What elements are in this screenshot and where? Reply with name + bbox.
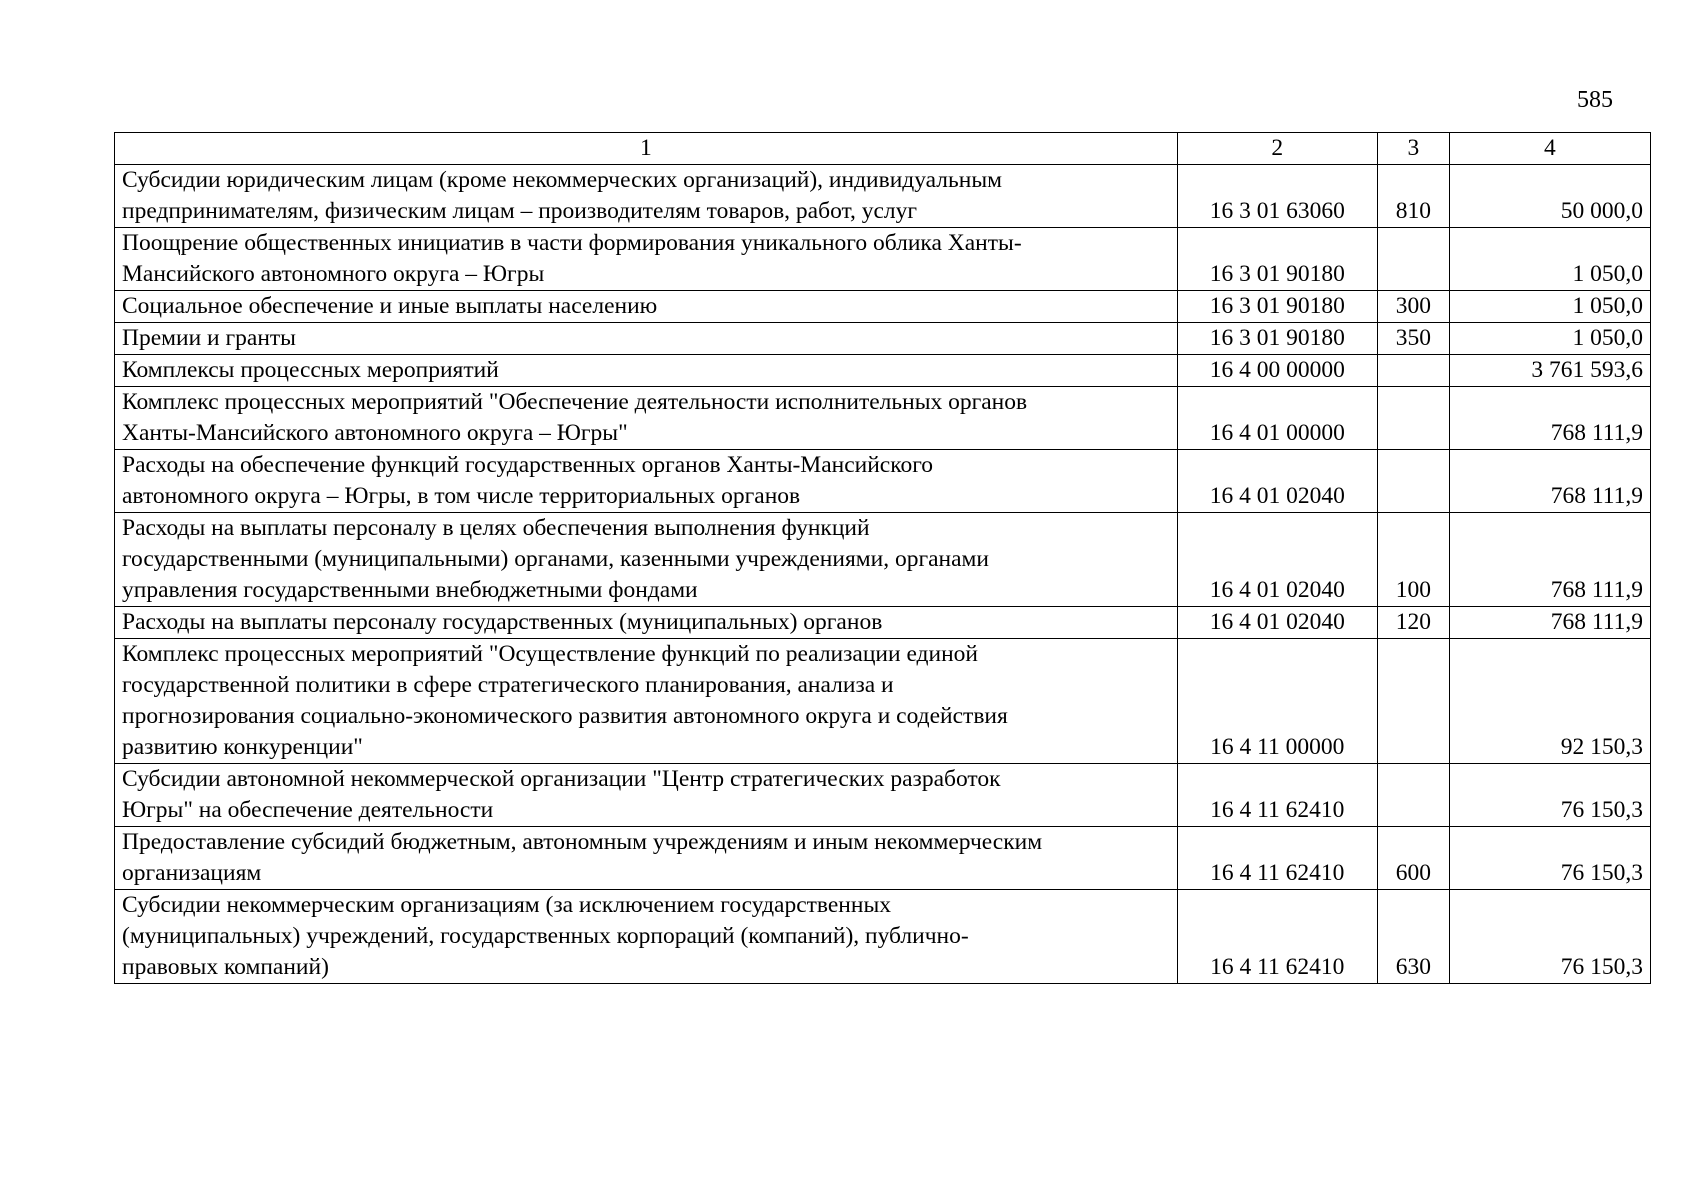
cell-target-code: 16 4 11 62410 — [1177, 827, 1377, 890]
cell-expense-type: 600 — [1377, 827, 1449, 890]
cell-amount: 76 150,3 — [1449, 827, 1650, 890]
cell-amount: 1 050,0 — [1449, 291, 1650, 323]
cell-target-code: 16 3 01 90180 — [1177, 291, 1377, 323]
cell-amount: 50 000,0 — [1449, 165, 1650, 228]
header-col-4: 4 — [1449, 133, 1650, 165]
cell-expense-type: 100 — [1377, 513, 1449, 607]
cell-name: Комплексы процессных мероприятий — [115, 355, 1178, 387]
table-row — [115, 165, 1651, 228]
cell-target-code: 16 4 11 62410 — [1177, 764, 1377, 827]
cell-name: Субсидии некоммерческим организациям (за исключением государственных (муниципальных) учреждений, государственных корпораций (компаний), публично- правовых компаний) — [115, 890, 1178, 984]
cell-expense-type — [1377, 764, 1449, 827]
table-row — [115, 450, 1651, 513]
cell-amount: 76 150,3 — [1449, 764, 1650, 827]
cell-amount: 768 111,9 — [1449, 450, 1650, 513]
table-header — [115, 133, 1651, 165]
cell-name: Комплекс процессных мероприятий "Обеспечение деятельности исполнительных органов Ханты-Мансийского автономного округа – Югры" — [115, 387, 1178, 450]
cell-target-code: 16 4 01 02040 — [1177, 607, 1377, 639]
cell-amount: 1 050,0 — [1449, 323, 1650, 355]
cell-amount: 3 761 593,6 — [1449, 355, 1650, 387]
cell-expense-type — [1377, 228, 1449, 291]
table-row — [115, 827, 1651, 890]
cell-target-code: 16 4 01 02040 — [1177, 513, 1377, 607]
cell-expense-type — [1377, 387, 1449, 450]
cell-expense-type: 350 — [1377, 323, 1449, 355]
cell-amount: 768 111,9 — [1449, 387, 1650, 450]
cell-expense-type: 120 — [1377, 607, 1449, 639]
table-row — [115, 228, 1651, 291]
cell-target-code: 16 4 11 62410 — [1177, 890, 1377, 984]
table-row — [115, 387, 1651, 450]
cell-name: Субсидии юридическим лицам (кроме некоммерческих организаций), индивидуальным предпринимателям, физическим лицам – производителям товаров, работ, услуг — [115, 165, 1178, 228]
table-row — [115, 513, 1651, 607]
cell-target-code: 16 3 01 63060 — [1177, 165, 1377, 228]
cell-expense-type: 300 — [1377, 291, 1449, 323]
cell-expense-type: 630 — [1377, 890, 1449, 984]
cell-amount: 1 050,0 — [1449, 228, 1650, 291]
table-body — [115, 165, 1651, 984]
cell-name: Комплекс процессных мероприятий "Осуществление функций по реализации единой государственной политики в сфере стратегического планирования, анализа и прогнозирования социально-экономического развития автономного округа и содействия развитию конкуренции" — [115, 639, 1178, 764]
cell-name: Социальное обеспечение и иные выплаты населению — [115, 291, 1178, 323]
cell-name: Поощрение общественных инициатив в части формирования уникального облика Ханты- Мансийского автономного округа – Югры — [115, 228, 1178, 291]
cell-target-code: 16 4 00 00000 — [1177, 355, 1377, 387]
table-row — [115, 890, 1651, 984]
cell-target-code: 16 3 01 90180 — [1177, 323, 1377, 355]
cell-name: Премии и гранты — [115, 323, 1178, 355]
cell-expense-type — [1377, 355, 1449, 387]
header-row — [115, 133, 1651, 165]
cell-amount: 92 150,3 — [1449, 639, 1650, 764]
cell-target-code: 16 4 01 02040 — [1177, 450, 1377, 513]
table-row — [115, 323, 1651, 355]
cell-name: Расходы на обеспечение функций государственных органов Ханты-Мансийского автономного округа – Югры, в том числе территориальных органов — [115, 450, 1178, 513]
cell-amount: 768 111,9 — [1449, 607, 1650, 639]
budget-table — [114, 132, 1651, 984]
cell-expense-type — [1377, 639, 1449, 764]
cell-amount: 768 111,9 — [1449, 513, 1650, 607]
table-row — [115, 291, 1651, 323]
cell-expense-type: 810 — [1377, 165, 1449, 228]
cell-name: Расходы на выплаты персоналу в целях обеспечения выполнения функций государственными (муниципальными) органами, казенными учреждениями, органами управления государственными внебюджетными фондами — [115, 513, 1178, 607]
cell-target-code: 16 3 01 90180 — [1177, 228, 1377, 291]
cell-amount: 76 150,3 — [1449, 890, 1650, 984]
header-col-2: 2 — [1177, 133, 1377, 165]
cell-target-code: 16 4 01 00000 — [1177, 387, 1377, 450]
page-number: 585 — [1577, 87, 1613, 113]
cell-expense-type — [1377, 450, 1449, 513]
header-col-1: 1 — [115, 133, 1178, 165]
cell-name: Расходы на выплаты персоналу государственных (муниципальных) органов — [115, 607, 1178, 639]
cell-name: Предоставление субсидий бюджетным, автономным учреждениям и иным некоммерческим организациям — [115, 827, 1178, 890]
header-col-3: 3 — [1377, 133, 1449, 165]
table-row — [115, 607, 1651, 639]
table-row — [115, 355, 1651, 387]
cell-name: Субсидии автономной некоммерческой организации "Центр стратегических разработок Югры" на обеспечение деятельности — [115, 764, 1178, 827]
table-row — [115, 764, 1651, 827]
table-row — [115, 639, 1651, 764]
cell-target-code: 16 4 11 00000 — [1177, 639, 1377, 764]
